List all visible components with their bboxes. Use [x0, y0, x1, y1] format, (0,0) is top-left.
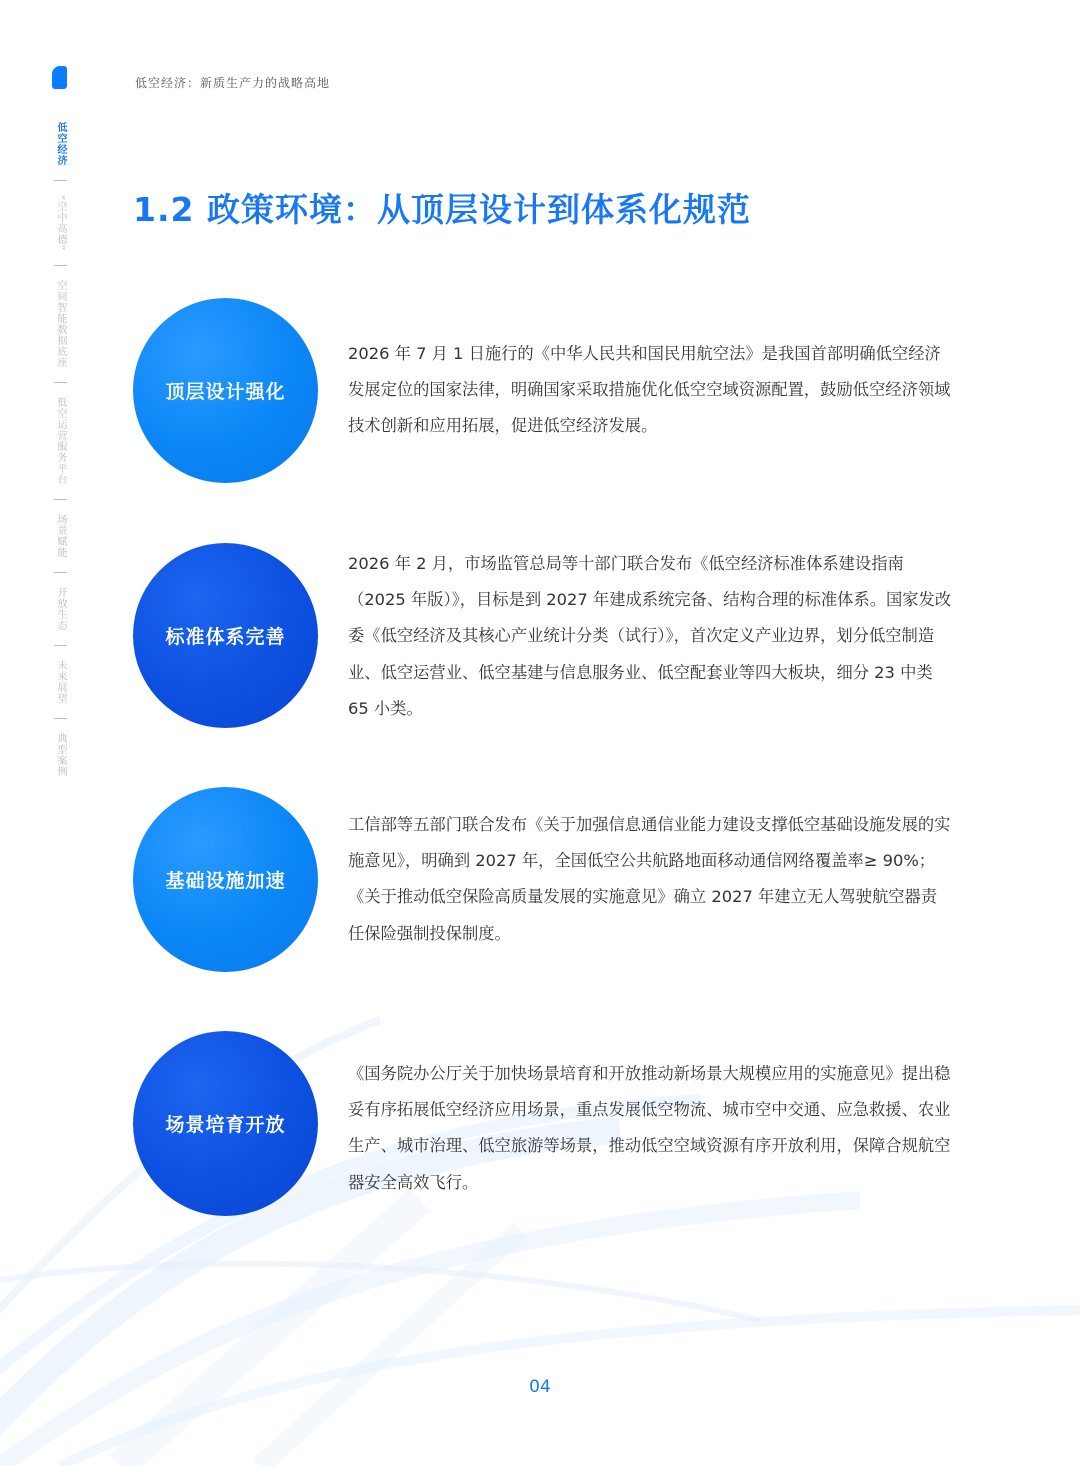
policy-description: 《国务院办公厅关于加快场景培育和开放推动新场景大规模应用的实施意见》提出稳妥有序拓展低空经济应用场景，重点发展低空物流、城市空中交通、应急救援、农业生产、城市治理、低空旅游等场景，推动低空空域资源有序开放利用，保障合规航空器安全高效飞行。 — [348, 1064, 951, 1192]
policy-circle-badge: 基础设施加速 — [133, 787, 318, 972]
side-nav-item-scenario-empowerment[interactable]: 场景赋能 — [55, 514, 66, 559]
header-title: 低空经济：新质生产力的战略高地 — [135, 76, 331, 90]
section-title: 1.2 政策环境：从顶层设计到体系化规范 — [133, 190, 751, 229]
side-nav-item-typical-cases[interactable]: 典型案例 — [55, 733, 66, 778]
side-nav-item-operation-platform[interactable]: 低空运营服务平台 — [55, 397, 66, 486]
policy-description: 2026 年 2 月，市场监管总局等十部门联合发布《低空经济标准体系建设指南（2025 年版）》，目标是到 2027 年建成系统完备、结构合理的标准体系。国家发改委《低空经济及其核心产业统计分类（试行）》，首次定义产业边界，划分低空制造业、低空运营业、低空基建与信息服务业、低空配套业等四大板块，细分 23 中类 65 小类。 — [348, 554, 952, 718]
side-nav-item-low-altitude-economy[interactable]: 低空经济 — [55, 122, 66, 166]
side-nav-item-spatial-data-base[interactable]: 空间智能数据底座 — [55, 280, 66, 369]
policy-circle-badge: 场景培育开放 — [133, 1031, 318, 1216]
side-nav-item-air-map[interactable]: “空中高德” — [55, 195, 66, 252]
policy-circle-badge: 顶层设计强化 — [133, 298, 318, 483]
page-number: 04 — [529, 1377, 551, 1397]
side-nav-item-future-outlook[interactable]: 未来展望 — [55, 660, 66, 705]
policy-description: 工信部等五部门联合发布《关于加强信息通信业能力建设支撑低空基础设施发展的实施意见》，明确到 2027 年，全国低空公共航路地面移动通信网络覆盖率≥ 90%；《关于推动低空保险高质量发展的实施意见》确立 2027 年建立无人驾驶航空器责任保险强制投保制度。 — [348, 815, 951, 943]
policy-circle-badge: 标准体系完善 — [133, 543, 318, 728]
side-nav-item-open-ecosystem[interactable]: 开放生态 — [55, 587, 66, 632]
policy-description: 2026 年 7 月 1 日施行的《中华人民共和国民用航空法》是我国首部明确低空经济发展定位的国家法律，明确国家采取措施优化低空空域资源配置，鼓励低空经济领域技术创新和应用拓展，促进低空经济发展。 — [348, 344, 951, 436]
